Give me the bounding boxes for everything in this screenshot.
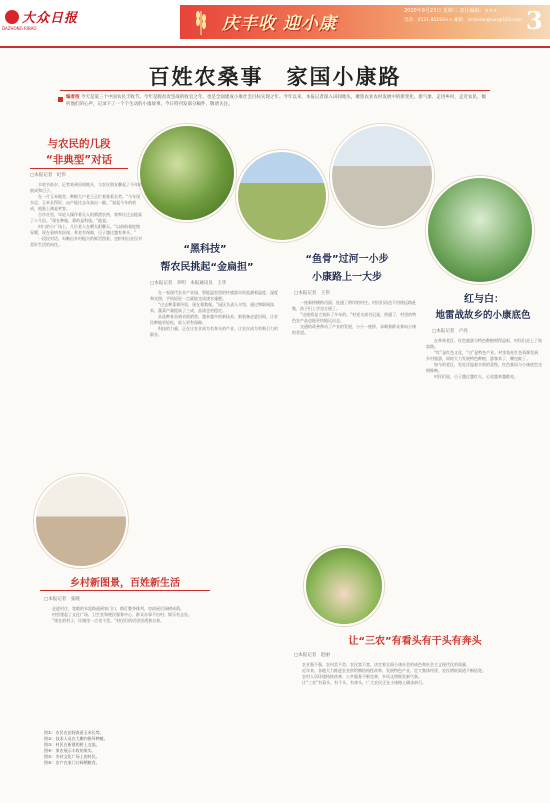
photo-caption: 图⑥：农户在家门口晾晒粮食。 bbox=[44, 760, 100, 765]
photo-cornfield bbox=[138, 124, 236, 222]
article6-headline: 让“三农”有看头有干头有奔头 bbox=[348, 636, 482, 647]
article1-byline: □本报记者 纪伟 bbox=[30, 173, 66, 178]
photo-orchard-farmer bbox=[304, 546, 384, 626]
photo-caption: 图①：农民在田间查看玉米长势。 bbox=[44, 730, 104, 735]
paragraph: “这座桥是大家盼了多年的。”村党支部书记说，桥通了，村里的特色农产品也能更快地运出去。 bbox=[292, 312, 417, 323]
paragraph: 农村人居环境持续改善，公共服务不断完善，乡风文明焕发新气象。 bbox=[302, 674, 422, 679]
article2-body bbox=[150, 290, 280, 560]
photo-notes bbox=[44, 730, 284, 766]
photo-greenhouse bbox=[426, 176, 534, 284]
article4-body bbox=[426, 338, 542, 628]
article6-body bbox=[294, 662, 540, 782]
paragraph: 如今的老区，处处洋溢着丰收的喜悦，红色基因与小康底色交相辉映。 bbox=[426, 362, 542, 373]
article3-headline-line2: 小康路上一大步 bbox=[312, 272, 382, 283]
photo-caption: 图⑤：乡村文化广场上的村民。 bbox=[44, 754, 100, 759]
paragraph: 科技的力量，正在让农业成为有奔头的产业，让农民成为有吸引力的职业。 bbox=[150, 326, 278, 337]
article1-headline-line1: 与农民的几段 bbox=[47, 138, 111, 150]
paragraph: 合作社里，年轻人操作着无人机喷洒农药，效率比过去提高了十几倍。“现在种地，靠的是科技。”他说。 bbox=[30, 212, 142, 223]
article2-headline-line2: 帮农民挑起“金扁担” bbox=[160, 262, 254, 273]
photo-caption: 图④：果农展示丰收的果实。 bbox=[44, 748, 96, 753]
paragraph: 丰收节前夕，记者来到田间地头，与农民朋友聊起了今年的收成和日子。 bbox=[30, 182, 142, 193]
paragraph: 从选种育苗到采收销售，越来越多的新技术、新装备走进田间，让农民种地更轻松、收入更有保障。 bbox=[150, 314, 278, 325]
photo-caption: 图③：村民在新建的桥上交流。 bbox=[44, 742, 100, 747]
article1-body bbox=[30, 182, 142, 467]
issue-date: 2020年9月23日 星期三 责任编辑：××× bbox=[404, 8, 498, 14]
paragraph: 村里建起了文化广场、卫生室和便民服务中心，群众办事不出村，娱乐有去处。 bbox=[52, 612, 192, 617]
paragraph: 在一家现代农业产业园，智能温室里的传感器实时监测着温度、湿度和光照，手机轻轻一点就能完成浇水施肥。 bbox=[150, 290, 278, 301]
article5-divider bbox=[40, 590, 210, 591]
article5-byline: □本报记者 张晓 bbox=[44, 597, 80, 602]
editor-note bbox=[66, 94, 490, 108]
article3-body bbox=[292, 300, 418, 550]
wheat-icon bbox=[188, 7, 214, 35]
article3-headline-line1: “鱼骨”过河一小步 bbox=[305, 254, 389, 265]
newspaper-subname: DAZHONG RIBAO bbox=[2, 26, 37, 31]
contact-info: 电话：0531-85193×× 邮箱：dzrbxiangcun@163.com bbox=[404, 18, 522, 23]
editor-note-text: 今天是第三个中国农民丰收节。今年是脱贫攻坚战的收官之年，也是全面建成小康社会目标实现之年。今年以来，本报记者深入田间地头，聚焦农业农村发展中的新变化、新气象，走进乡村，走近农民，倾听他们的心声，记录下了一个个生动的小康故事。今日特刊发部分稿件，敬请关注。 bbox=[66, 95, 486, 107]
paragraph: 近年来，各地大力推进农业供给侧结构性改革，发展特色产业，壮大集体经济，农民增收渠道不断拓宽。 bbox=[302, 668, 486, 673]
paragraph: 一座新桥横跨河面，连通了两岸的村庄。村民们再也不用绕远路赶集，孩子们上学也方便了。 bbox=[292, 300, 416, 311]
paragraph: 在革命老区，红色旅游与特色种植相得益彰，村民们走上了致富路。 bbox=[426, 338, 542, 349]
article1-headline-line2: “非典型”对话 bbox=[45, 154, 113, 166]
paragraph: 让“三农”有看头、有干头、有奔头，广大农民正在小康路上阔步前行。 bbox=[302, 680, 427, 685]
paragraph: 交通的改善带动了产业的发展，小小一座桥，承载着群众奔向小康的希望。 bbox=[292, 324, 416, 335]
paragraph: “现在的村子，比城里一点也不差。”村民们的话语里透着自豪。 bbox=[52, 618, 165, 623]
paragraph: 农业强不强、农村美不美、农民富不富，决定着全面小康社会的成色和社会主义现代化的质量。 bbox=[302, 662, 470, 667]
article4-headline-line1: 红与白： bbox=[464, 294, 504, 305]
article6-byline: □本报记者 赵丽 bbox=[294, 653, 330, 658]
paragraph: 一段段对话，勾勒出乡村振兴的鲜活图景，也折射出农民对美好生活的向往。 bbox=[30, 236, 142, 247]
editor-note-tag: 编者按 bbox=[66, 95, 80, 100]
article2-byline: □本报记者 李明 本报通讯员 王华 bbox=[150, 281, 227, 286]
paragraph: “红”是红色文化，“白”是特色产业。村里依托红色资源发展乡村旅游，同时大力发展特色种植，游客来了，腰包鼓了。 bbox=[426, 350, 539, 361]
page-number: 3 bbox=[526, 6, 543, 35]
newspaper-logo-icon bbox=[5, 10, 19, 24]
photo-village-meeting bbox=[34, 474, 128, 568]
festival-slogan: 庆丰收 迎小康 bbox=[222, 14, 337, 34]
paragraph: 村口的小广场上，几位老人在晒太阳聊天。“以前盼着吃饱穿暖，现在看病有医保，养老有保障，日子越过越有奔头。” bbox=[30, 224, 141, 235]
paragraph: 在一片玉米地旁，种粮大户老王正忙着查看长势。“今年雨水足，玉米长得好，亩产能比去年高出一截。”说起今年的收成，他脸上满是笑容。 bbox=[30, 194, 141, 211]
editor-note-marker-icon bbox=[58, 97, 63, 102]
article4-headline-line2: 地雷战故乡的小康底色 bbox=[435, 310, 531, 321]
article1-divider bbox=[30, 168, 128, 169]
newspaper-name: 大众日报 bbox=[22, 11, 79, 26]
paragraph: 走进村庄，宽敞的水泥路通到家门口，路灯整齐排列，房前屋后绿树成荫。 bbox=[52, 606, 184, 611]
paragraph: 村民们说，日子越过越红火，心里越来越敞亮。 bbox=[434, 374, 518, 379]
title-divider bbox=[60, 90, 490, 91]
page-title: 百姓农桑事 家国小康路 bbox=[148, 65, 402, 89]
article2-headline-line1: “黑科技” bbox=[183, 244, 227, 255]
article4-byline: □本报记者 卢亮 bbox=[432, 329, 468, 334]
photo-villagers bbox=[330, 124, 434, 228]
photo-field-talk bbox=[236, 150, 328, 242]
article5-body bbox=[44, 606, 284, 716]
header-rule bbox=[0, 46, 550, 48]
article3-byline: □本报记者 王伟 bbox=[294, 291, 330, 296]
paragraph: “过去种菜靠经验，现在靠数据。”园区负责人介绍，通过物联网技术，蔬菜产量提高了三成，品质也更稳定。 bbox=[150, 302, 275, 313]
photo-caption: 图②：技术人员在大棚内指导种植。 bbox=[44, 736, 108, 741]
article5-headline: 乡村新图景，百姓新生活 bbox=[70, 578, 180, 589]
